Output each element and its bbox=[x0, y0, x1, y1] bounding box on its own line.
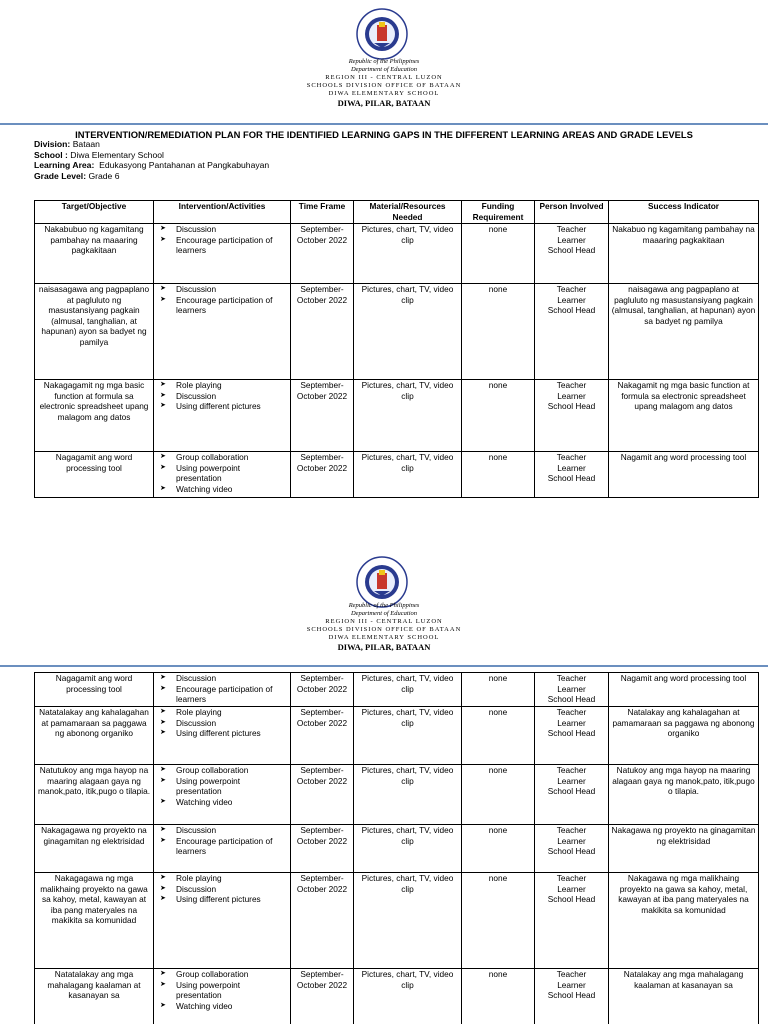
letterhead bbox=[0, 58, 768, 109]
materials-cell: Pictures, chart, TV, video clip bbox=[354, 380, 462, 452]
person-item: Teacher bbox=[556, 969, 587, 979]
person-item: Learner bbox=[557, 462, 586, 473]
person-item: School Head bbox=[547, 786, 596, 796]
person-item: Teacher bbox=[556, 284, 587, 294]
activity-item: ➤ Encourage participation of learners bbox=[156, 684, 288, 705]
republic-line: Republic of the Philippines bbox=[348, 58, 420, 65]
success-indicator-cell: Natalakay ang kahalagahan at pamamaraan sa paggawa ng abonong organiko bbox=[609, 707, 759, 765]
plan-table-page-1 bbox=[34, 200, 759, 498]
activity-item: ➤ Using different pictures bbox=[156, 401, 288, 412]
region-line: REGION III - CENTRAL LUZON bbox=[325, 618, 443, 625]
person-item: Learner bbox=[557, 979, 586, 990]
activity-item: ➤ Group collaboration bbox=[156, 452, 288, 463]
activity-item: ➤ Discussion bbox=[156, 284, 288, 295]
person-item: School Head bbox=[547, 694, 596, 704]
header-divider bbox=[0, 665, 768, 667]
persons-cell bbox=[535, 969, 609, 1024]
materials-cell: Pictures, chart, TV, video clip bbox=[354, 969, 462, 1024]
persons-cell bbox=[535, 673, 609, 707]
grade-level-value: Grade 6 bbox=[88, 170, 120, 181]
activity-item: ➤ Watching video bbox=[156, 1001, 288, 1012]
persons-cell bbox=[535, 707, 609, 765]
header-divider bbox=[0, 123, 768, 125]
success-indicator-cell: Natalakay ang mga mahalagang kaalaman at kasanayan sa bbox=[609, 969, 759, 1024]
activities-cell bbox=[154, 284, 291, 380]
person-item: Teacher bbox=[556, 452, 587, 462]
person-item: School Head bbox=[547, 401, 596, 411]
location-line: DIWA, PILAR, BATAAN bbox=[337, 98, 431, 108]
activity-item: ➤ Using different pictures bbox=[156, 728, 288, 739]
funding-cell: none bbox=[462, 825, 535, 873]
time-frame-cell: September-October 2022 bbox=[291, 873, 354, 969]
time-frame-cell: September-October 2022 bbox=[291, 825, 354, 873]
person-item: Learner bbox=[557, 294, 586, 305]
person-item: School Head bbox=[547, 245, 596, 255]
plan-meta bbox=[34, 139, 269, 181]
time-frame-cell: September-October 2022 bbox=[291, 765, 354, 825]
activities-cell bbox=[154, 873, 291, 969]
persons-cell bbox=[535, 224, 609, 284]
target-cell: naisasagawa ang pagpaplano at pagluluto ng masustansiyang pagkain (almusal, tanghalian, at hapunan) ayon sa badyet ng pamilya bbox=[35, 284, 154, 380]
person-item: School Head bbox=[547, 728, 596, 738]
funding-cell: none bbox=[462, 873, 535, 969]
person-item: School Head bbox=[547, 894, 596, 904]
col-header: Funding Requirement bbox=[462, 201, 535, 224]
activities-list bbox=[156, 224, 288, 256]
activity-item: ➤ Discussion bbox=[156, 224, 288, 235]
activities-list bbox=[156, 765, 288, 807]
activities-cell bbox=[154, 224, 291, 284]
department-line: Department of Education bbox=[350, 610, 418, 617]
table-row bbox=[35, 284, 759, 380]
success-indicator-cell: Nakabuo ng kagamitang pambahay na maaaring pagkakitaan bbox=[609, 224, 759, 284]
activities-cell bbox=[154, 825, 291, 873]
persons-cell bbox=[535, 873, 609, 969]
success-indicator-cell: Nakagawa ng proyekto na ginagamitan ng elektrisidad bbox=[609, 825, 759, 873]
activity-item: ➤ Encourage participation of learners bbox=[156, 836, 288, 857]
person-item: Teacher bbox=[556, 873, 587, 883]
persons-cell bbox=[535, 825, 609, 873]
activities-list bbox=[156, 380, 288, 412]
activities-list bbox=[156, 969, 288, 1011]
person-item: Teacher bbox=[556, 224, 587, 234]
col-header: Target/Objective bbox=[35, 201, 154, 224]
persons-cell bbox=[535, 380, 609, 452]
person-item: Learner bbox=[557, 390, 586, 401]
table-row bbox=[35, 825, 759, 873]
persons-cell bbox=[535, 284, 609, 380]
materials-cell: Pictures, chart, TV, video clip bbox=[354, 707, 462, 765]
funding-cell: none bbox=[462, 224, 535, 284]
col-header: Success Indicator bbox=[609, 201, 759, 224]
table-header-row bbox=[35, 201, 759, 224]
col-header: Time Frame bbox=[291, 201, 354, 224]
learning-area-label: Learning Area: bbox=[34, 160, 95, 170]
target-cell: Nakagagamit ng mga basic function at formula sa electronic spreadsheet upang malagom ang datos bbox=[35, 380, 154, 452]
person-item: Teacher bbox=[556, 825, 587, 835]
school-label: School : bbox=[34, 149, 68, 160]
person-item: Learner bbox=[557, 234, 586, 245]
success-indicator-cell: Nagamit ang word processing tool bbox=[609, 673, 759, 707]
funding-cell: none bbox=[462, 284, 535, 380]
activity-item: ➤ Role playing bbox=[156, 707, 288, 718]
activities-list bbox=[156, 452, 288, 494]
activities-list bbox=[156, 673, 288, 705]
table-row bbox=[35, 765, 759, 825]
activity-item: ➤ Discussion bbox=[156, 391, 288, 402]
funding-cell: none bbox=[462, 969, 535, 1024]
activity-item: ➤ Using powerpoint presentation bbox=[156, 980, 288, 1001]
activity-item: ➤ Role playing bbox=[156, 380, 288, 391]
table-row bbox=[35, 452, 759, 498]
activity-item: ➤ Watching video bbox=[156, 484, 288, 495]
activities-list bbox=[156, 825, 288, 857]
activities-cell bbox=[154, 765, 291, 825]
person-item: Teacher bbox=[556, 707, 587, 717]
persons-cell bbox=[535, 765, 609, 825]
person-item: Learner bbox=[557, 683, 586, 694]
col-header: Person Involved bbox=[535, 201, 609, 224]
table-row bbox=[35, 673, 759, 707]
funding-cell: none bbox=[462, 707, 535, 765]
location-line: DIWA, PILAR, BATAAN bbox=[337, 642, 431, 652]
department-line: Department of Education bbox=[350, 66, 418, 73]
success-indicator-cell: Nakagawa ng mga malikhaing proyekto na gawa sa kahoy, metal, kawayan at iba pang materyales na makikita sa komunidad bbox=[609, 873, 759, 969]
school-line: DIWA ELEMENTARY SCHOOL bbox=[328, 90, 440, 97]
activities-list bbox=[156, 707, 288, 739]
activity-item: ➤ Using powerpoint presentation bbox=[156, 463, 288, 484]
activity-item: ➤ Role playing bbox=[156, 873, 288, 884]
activity-item: ➤ Encourage participation of learners bbox=[156, 235, 288, 256]
learning-area-value: Edukasyong Pantahanan at Pangkabuhayan bbox=[99, 160, 270, 170]
success-indicator-cell: Natukoy ang mga hayop na maaring alagaan gaya ng manok,pato, itik,pugo o tilapia. bbox=[609, 765, 759, 825]
person-item: Learner bbox=[557, 775, 586, 786]
document-title: INTERVENTION/REMEDIATION PLAN FOR THE IDENTIFIED LEARNING GAPS IN THE DIFFERENT LEARNING AREAS AND GRADE LEVELS bbox=[75, 129, 693, 140]
activities-cell bbox=[154, 969, 291, 1024]
activities-list bbox=[156, 873, 288, 905]
col-header: Material/Resources Needed bbox=[354, 201, 462, 224]
activity-item: ➤ Using different pictures bbox=[156, 894, 288, 905]
time-frame-cell: September-October 2022 bbox=[291, 224, 354, 284]
col-header: Intervention/Activities bbox=[154, 201, 291, 224]
success-indicator-cell: naisagawa ang pagpaplano at pagluluto ng masustansiyang pagkain (almusal, tanghalian, at hapunan) ayon sa badyet ng pamilya bbox=[609, 284, 759, 380]
activities-cell bbox=[154, 707, 291, 765]
school-line: DIWA ELEMENTARY SCHOOL bbox=[328, 634, 440, 641]
activity-item: ➤ Watching video bbox=[156, 797, 288, 808]
region-line: REGION III - CENTRAL LUZON bbox=[325, 74, 443, 81]
person-item: Learner bbox=[557, 883, 586, 894]
activities-list bbox=[156, 284, 288, 316]
activity-item: ➤ Discussion bbox=[156, 825, 288, 836]
target-cell: Nakabubuo ng kagamitang pambahay na maaaring pagkakitaan bbox=[35, 224, 154, 284]
time-frame-cell: September-October 2022 bbox=[291, 452, 354, 498]
person-item: Learner bbox=[557, 717, 586, 728]
time-frame-cell: September-October 2022 bbox=[291, 969, 354, 1024]
table-row bbox=[35, 969, 759, 1024]
person-item: Learner bbox=[557, 835, 586, 846]
activity-item: ➤ Group collaboration bbox=[156, 969, 288, 980]
funding-cell: none bbox=[462, 380, 535, 452]
target-cell: Nagagamit ang word processing tool bbox=[35, 452, 154, 498]
document-page-2 bbox=[0, 548, 768, 1024]
activity-item: ➤ Discussion bbox=[156, 718, 288, 729]
materials-cell: Pictures, chart, TV, video clip bbox=[354, 224, 462, 284]
target-cell: Natutukoy ang mga hayop na maaring alagaan gaya ng manok,pato, itik,pugo o tilapia. bbox=[35, 765, 154, 825]
division-value: Bataan bbox=[72, 139, 100, 149]
table-row bbox=[35, 873, 759, 969]
division-line: SCHOOLS DIVISION OFFICE OF BATAAN bbox=[306, 82, 462, 89]
learning-area-row bbox=[34, 160, 269, 171]
person-item: School Head bbox=[547, 990, 596, 1000]
person-item: School Head bbox=[547, 846, 596, 856]
materials-cell: Pictures, chart, TV, video clip bbox=[354, 452, 462, 498]
division-label: Division: bbox=[34, 139, 71, 149]
activity-item: ➤ Discussion bbox=[156, 673, 288, 684]
persons-cell bbox=[535, 452, 609, 498]
materials-cell: Pictures, chart, TV, video clip bbox=[354, 673, 462, 707]
materials-cell: Pictures, chart, TV, video clip bbox=[354, 284, 462, 380]
school-value: Diwa Elementary School bbox=[70, 149, 164, 160]
activities-cell bbox=[154, 380, 291, 452]
school-row bbox=[34, 150, 269, 161]
division-line: SCHOOLS DIVISION OFFICE OF BATAAN bbox=[306, 626, 462, 633]
plan-table-page-2 bbox=[34, 672, 759, 1024]
division-row bbox=[34, 139, 269, 150]
person-item: Teacher bbox=[556, 673, 587, 683]
materials-cell: Pictures, chart, TV, video clip bbox=[354, 825, 462, 873]
time-frame-cell: September-October 2022 bbox=[291, 380, 354, 452]
document-page-1 bbox=[0, 0, 768, 510]
table-row bbox=[35, 224, 759, 284]
activity-item: ➤ Discussion bbox=[156, 884, 288, 895]
grade-level-row bbox=[34, 171, 269, 182]
table-body bbox=[35, 224, 759, 498]
time-frame-cell: September-October 2022 bbox=[291, 673, 354, 707]
activity-item: ➤ Using powerpoint presentation bbox=[156, 776, 288, 797]
target-cell: Natatalakay ang mga mahalagang kaalaman at kasanayan sa bbox=[35, 969, 154, 1024]
success-indicator-cell: Nakagamit ng mga basic function at formula sa electronic spreadsheet upang malagom ang datos bbox=[609, 380, 759, 452]
table-row bbox=[35, 707, 759, 765]
activities-cell bbox=[154, 452, 291, 498]
letterhead bbox=[0, 602, 768, 653]
target-cell: Nagagamit ang word processing tool bbox=[35, 673, 154, 707]
materials-cell: Pictures, chart, TV, video clip bbox=[354, 765, 462, 825]
person-item: School Head bbox=[547, 473, 596, 483]
funding-cell: none bbox=[462, 765, 535, 825]
success-indicator-cell: Nagamit ang word processing tool bbox=[609, 452, 759, 498]
activity-item: ➤ Group collaboration bbox=[156, 765, 288, 776]
activities-cell bbox=[154, 673, 291, 707]
materials-cell: Pictures, chart, TV, video clip bbox=[354, 873, 462, 969]
target-cell: Natatalakay ang kahalagahan at pamamaraan sa paggawa ng abonong organiko bbox=[35, 707, 154, 765]
target-cell: Nakagagawa ng mga malikhaing proyekto na gawa sa kahoy, metal, kawayan at iba pang materyales na makikita sa komunidad bbox=[35, 873, 154, 969]
funding-cell: none bbox=[462, 452, 535, 498]
republic-line: Republic of the Philippines bbox=[348, 602, 420, 609]
target-cell: Nakagagawa ng proyekto na ginagamitan ng elektrisidad bbox=[35, 825, 154, 873]
person-item: School Head bbox=[547, 305, 596, 315]
table-body bbox=[35, 673, 759, 1024]
deped-seal-icon bbox=[356, 556, 408, 608]
time-frame-cell: September-October 2022 bbox=[291, 707, 354, 765]
person-item: Teacher bbox=[556, 765, 587, 775]
activity-item: ➤ Encourage participation of learners bbox=[156, 295, 288, 316]
time-frame-cell: September-October 2022 bbox=[291, 284, 354, 380]
person-item: Teacher bbox=[556, 380, 587, 390]
funding-cell: none bbox=[462, 673, 535, 707]
grade-level-label: Grade Level: bbox=[34, 170, 87, 181]
deped-seal-icon bbox=[356, 8, 408, 60]
table-row bbox=[35, 380, 759, 452]
